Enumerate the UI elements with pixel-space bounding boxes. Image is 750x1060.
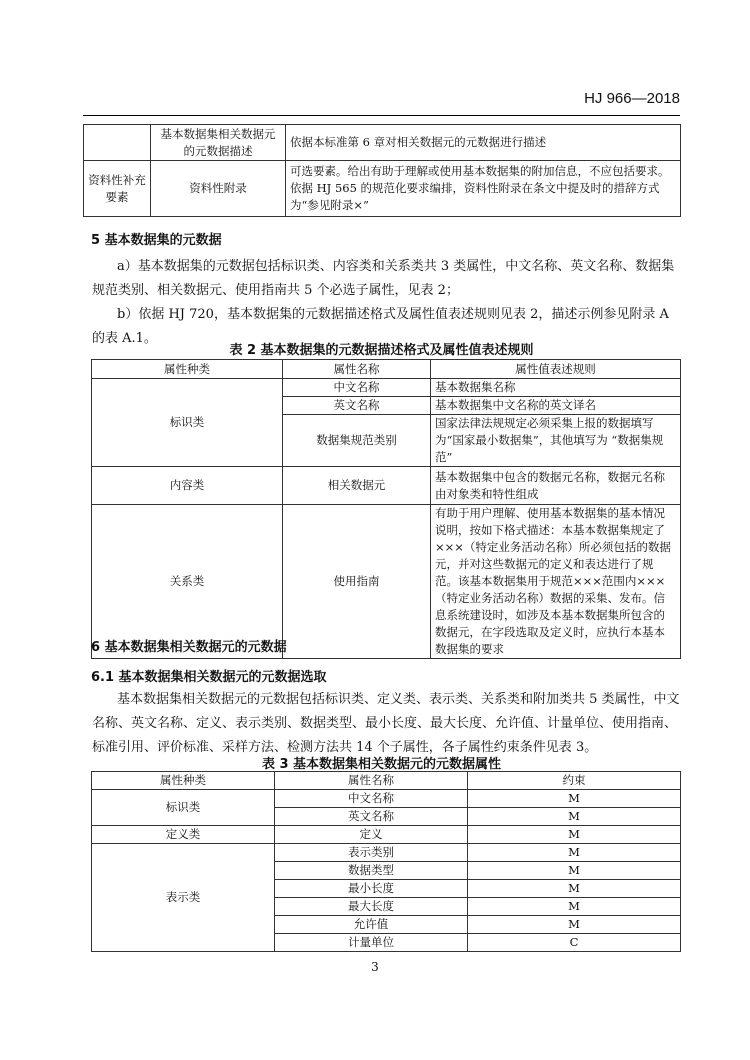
table-cell: 英文名称 bbox=[283, 397, 431, 415]
section-5-para-b: b）依据 HJ 720，基本数据集的元数据描述格式及属性值表述规则见表 2，描述示例参见附录 A 的表 A.1。 bbox=[92, 307, 669, 346]
table-cell: 相关数据元 bbox=[283, 467, 431, 505]
table-row bbox=[92, 844, 681, 862]
table-cell: 定义 bbox=[275, 826, 468, 844]
page-number: 3 bbox=[371, 960, 379, 974]
header-rule bbox=[83, 115, 680, 116]
table-cell: 内容类 bbox=[92, 467, 283, 505]
section-6-heading: 6 基本数据集相关数据元的元数据 bbox=[91, 640, 287, 655]
column-header: 属性名称 bbox=[283, 360, 431, 379]
column-header: 属性值表述规则 bbox=[431, 360, 681, 379]
table-cell: 依据本标准第 6 章对相关数据元的元数据进行描述 bbox=[286, 125, 681, 161]
table-cell: 使用指南 bbox=[283, 505, 431, 659]
table-cell: 标识类 bbox=[92, 790, 275, 826]
table-row bbox=[84, 125, 681, 161]
table-cell: 资料性补充要素 bbox=[84, 161, 151, 217]
table-row bbox=[92, 790, 681, 808]
table-1-continued bbox=[83, 124, 681, 217]
table-header-row bbox=[92, 772, 681, 790]
section-5-para-a: a）基本数据集的元数据包括标识类、内容类和关系类共 3 类属性，中文名称、英文名称、数据集规范类别、相关数据元、使用指南共 5 个必选子属性，见表 2； bbox=[92, 259, 675, 298]
table-cell: 定义类 bbox=[92, 826, 275, 844]
table-cell: 资料性附录 bbox=[151, 161, 286, 217]
table-cell: 基本数据集中包含的数据元名称，数据元名称由对象类和特性组成 bbox=[431, 467, 681, 505]
table-2-caption: 表 2 基本数据集的元数据描述格式及属性值表述规则 bbox=[229, 343, 534, 358]
table-cell: 中文名称 bbox=[275, 790, 468, 808]
table-cell: 计量单位 bbox=[275, 934, 468, 952]
section-6-1-para: 基本数据集相关数据元的元数据包括标识类、定义类、表示类、关系类和附加类共 5 类属性，中文名称、英文名称、定义、表示类别、数据类型、最小长度、最大长度、允许值、计量单位、使用指南、标准引用、评价标准、采样方法、检测方法共 14 个子属性，各子属性约束条件见表 3。 bbox=[92, 692, 680, 755]
table-cell: 最大长度 bbox=[275, 898, 468, 916]
table-row bbox=[84, 161, 681, 217]
table-cell: 数据集规范类别 bbox=[283, 415, 431, 467]
table-cell: 表示类 bbox=[92, 844, 275, 952]
table-cell: 英文名称 bbox=[275, 808, 468, 826]
table-cell: M bbox=[468, 880, 681, 898]
table-cell: 中文名称 bbox=[283, 379, 431, 397]
table-row bbox=[92, 826, 681, 844]
table-cell: 最小长度 bbox=[275, 880, 468, 898]
table-cell: M bbox=[468, 898, 681, 916]
table-header-row bbox=[92, 360, 681, 379]
table-cell: M bbox=[468, 844, 681, 862]
table-3 bbox=[91, 771, 681, 952]
table-cell bbox=[84, 125, 151, 161]
table-cell: M bbox=[468, 916, 681, 934]
table-row bbox=[92, 379, 681, 397]
table-cell: 标识类 bbox=[92, 379, 283, 467]
column-header: 属性名称 bbox=[275, 772, 468, 790]
table-row bbox=[92, 467, 681, 505]
column-header: 属性种类 bbox=[92, 360, 283, 379]
table-cell: C bbox=[468, 934, 681, 952]
section-6-1-heading: 6.1 基本数据集相关数据元的元数据选取 bbox=[91, 670, 327, 685]
table-3-caption: 表 3 基本数据集相关数据元的元数据属性 bbox=[261, 757, 502, 772]
table-cell: M bbox=[468, 808, 681, 826]
table-cell: 可选要素。给出有助于理解或使用基本数据集的附加信息，不应包括要求。依据 HJ 565 的规范化要求编排，资料性附录在条文中提及时的措辞方式为“参见附录×” bbox=[286, 161, 681, 217]
table-cell: 关系类 bbox=[92, 505, 283, 659]
table-cell: 国家法律法规规定必须采集上报的数据填写为“国家最小数据集”，其他填写为 “数据集规范” bbox=[431, 415, 681, 467]
table-cell: M bbox=[468, 862, 681, 880]
section-5-heading: 5 基本数据集的元数据 bbox=[91, 233, 222, 248]
table-2 bbox=[91, 359, 681, 659]
table-cell: 允许值 bbox=[275, 916, 468, 934]
table-cell: M bbox=[468, 790, 681, 808]
table-cell: 数据类型 bbox=[275, 862, 468, 880]
table-cell: M bbox=[468, 826, 681, 844]
column-header: 约束 bbox=[468, 772, 681, 790]
column-header: 属性种类 bbox=[92, 772, 275, 790]
table-cell: 基本数据集名称 bbox=[431, 379, 681, 397]
table-cell: 表示类别 bbox=[275, 844, 468, 862]
table-cell: 有助于用户理解、使用基本数据集的基本情况说明，按如下格式描述：本基本数据集规定了×××（特定业务活动名称）所必须包括的数据元，并对这些数据元的定义和表达进行了规范。该基本数据集用于规范×××范围内×××（特定业务活动名称）数据的采集、发布。信息系统建设时，如涉及本基本数据集所包含的数据元，在字段选取及定义时，应执行本基本数据集的要求 bbox=[431, 505, 681, 659]
table-cell: 基本数据集中文名称的英文译名 bbox=[431, 397, 681, 415]
document-code: HJ 966—2018 bbox=[584, 90, 680, 107]
table-cell: 基本数据集相关数据元的元数据描述 bbox=[151, 125, 286, 161]
